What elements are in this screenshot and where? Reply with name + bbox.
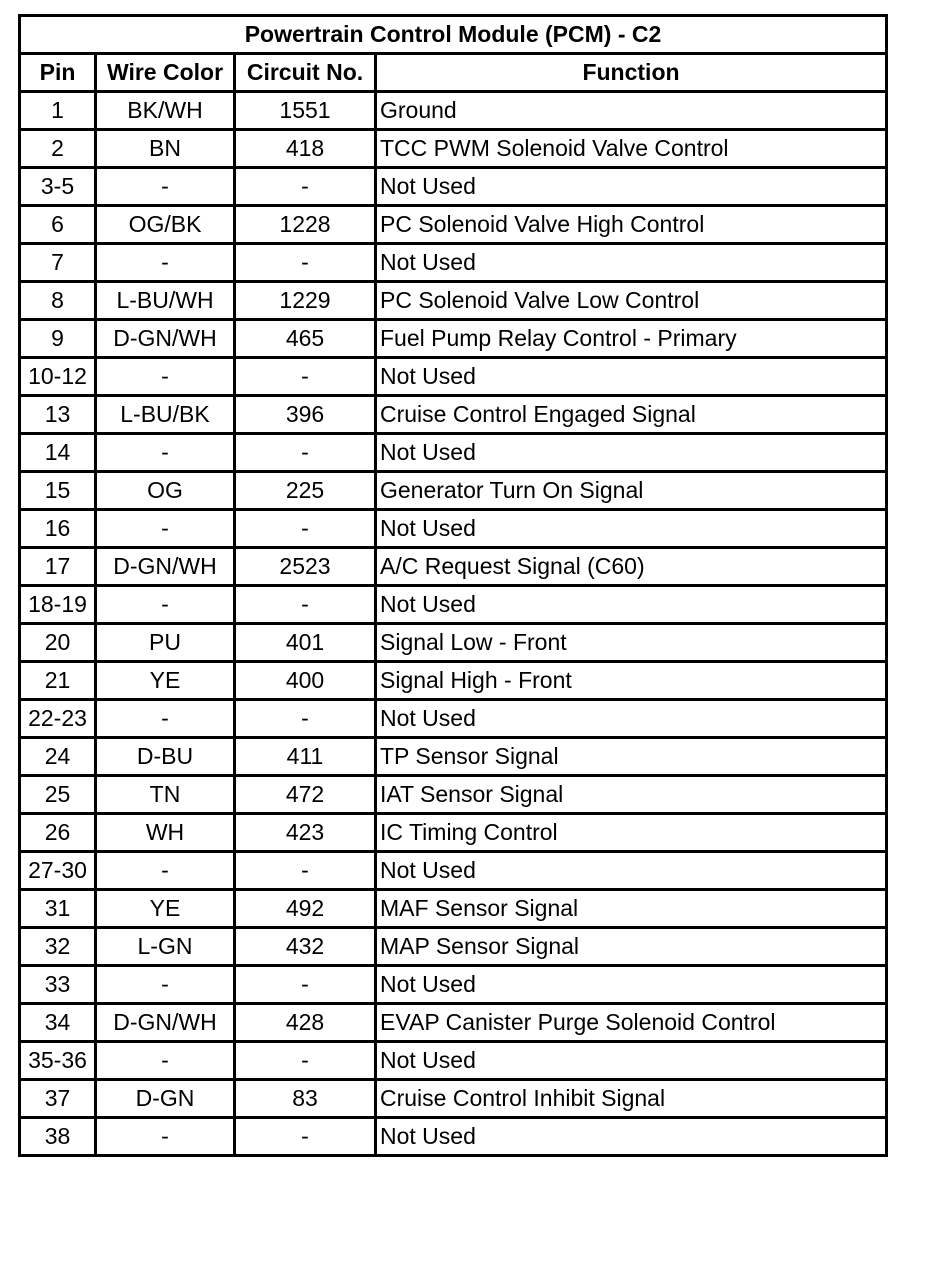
pin-cell: 16 (20, 510, 96, 548)
circuit-no-cell: 428 (235, 1004, 376, 1042)
circuit-no-cell: 465 (235, 320, 376, 358)
wire-color-cell: - (96, 1118, 235, 1156)
table-row (20, 966, 887, 1004)
function-cell: Generator Turn On Signal (376, 472, 887, 510)
function-cell: Not Used (376, 1042, 887, 1080)
table-row (20, 206, 887, 244)
pin-cell: 38 (20, 1118, 96, 1156)
pin-cell: 13 (20, 396, 96, 434)
circuit-no-cell: 492 (235, 890, 376, 928)
pin-cell: 17 (20, 548, 96, 586)
table-row (20, 358, 887, 396)
table-row (20, 852, 887, 890)
header-pin: Pin (20, 54, 96, 92)
function-cell: Signal High - Front (376, 662, 887, 700)
pin-cell: 34 (20, 1004, 96, 1042)
table-title-row (20, 16, 887, 54)
table-row (20, 168, 887, 206)
pin-cell: 26 (20, 814, 96, 852)
pin-cell: 14 (20, 434, 96, 472)
pin-cell: 32 (20, 928, 96, 966)
function-cell: Not Used (376, 168, 887, 206)
function-cell: Cruise Control Inhibit Signal (376, 1080, 887, 1118)
pin-cell: 18-19 (20, 586, 96, 624)
wire-color-cell: D-BU (96, 738, 235, 776)
wire-color-cell: YE (96, 662, 235, 700)
pin-cell: 3-5 (20, 168, 96, 206)
function-cell: Not Used (376, 966, 887, 1004)
header-function: Function (376, 54, 887, 92)
circuit-no-cell: 1228 (235, 206, 376, 244)
table-title: Powertrain Control Module (PCM) - C2 (20, 16, 887, 54)
function-cell: PC Solenoid Valve Low Control (376, 282, 887, 320)
header-circuit-no: Circuit No. (235, 54, 376, 92)
table-row (20, 700, 887, 738)
function-cell: Cruise Control Engaged Signal (376, 396, 887, 434)
pin-cell: 22-23 (20, 700, 96, 738)
function-cell: Not Used (376, 852, 887, 890)
function-cell: TCC PWM Solenoid Valve Control (376, 130, 887, 168)
table-row (20, 776, 887, 814)
function-cell: Not Used (376, 358, 887, 396)
wire-color-cell: D-GN (96, 1080, 235, 1118)
function-cell: IAT Sensor Signal (376, 776, 887, 814)
circuit-no-cell: 418 (235, 130, 376, 168)
circuit-no-cell: 401 (235, 624, 376, 662)
function-cell: PC Solenoid Valve High Control (376, 206, 887, 244)
pin-cell: 21 (20, 662, 96, 700)
circuit-no-cell: 1229 (235, 282, 376, 320)
function-cell: Fuel Pump Relay Control - Primary (376, 320, 887, 358)
pin-cell: 25 (20, 776, 96, 814)
circuit-no-cell: 472 (235, 776, 376, 814)
table-row (20, 548, 887, 586)
function-cell: Ground (376, 92, 887, 130)
circuit-no-cell: 2523 (235, 548, 376, 586)
pin-cell: 37 (20, 1080, 96, 1118)
circuit-no-cell: 396 (235, 396, 376, 434)
wire-color-cell: - (96, 1042, 235, 1080)
pin-cell: 20 (20, 624, 96, 662)
wire-color-cell: - (96, 358, 235, 396)
table-row (20, 814, 887, 852)
table-row (20, 624, 887, 662)
function-cell: EVAP Canister Purge Solenoid Control (376, 1004, 887, 1042)
circuit-no-cell: - (235, 586, 376, 624)
circuit-no-cell: - (235, 1042, 376, 1080)
wire-color-cell: PU (96, 624, 235, 662)
wire-color-cell: L-BU/WH (96, 282, 235, 320)
table-row (20, 890, 887, 928)
circuit-no-cell: - (235, 358, 376, 396)
wire-color-cell: TN (96, 776, 235, 814)
circuit-no-cell: 423 (235, 814, 376, 852)
table-row (20, 1080, 887, 1118)
wire-color-cell: D-GN/WH (96, 1004, 235, 1042)
header-wire-color: Wire Color (96, 54, 235, 92)
table-row (20, 396, 887, 434)
wire-color-cell: - (96, 434, 235, 472)
pin-cell: 27-30 (20, 852, 96, 890)
table-row (20, 282, 887, 320)
circuit-no-cell: 432 (235, 928, 376, 966)
table-row (20, 92, 887, 130)
function-cell: TP Sensor Signal (376, 738, 887, 776)
wire-color-cell: BN (96, 130, 235, 168)
table-row (20, 738, 887, 776)
function-cell: Not Used (376, 244, 887, 282)
function-cell: MAF Sensor Signal (376, 890, 887, 928)
table-row (20, 662, 887, 700)
wire-color-cell: D-GN/WH (96, 548, 235, 586)
pin-cell: 33 (20, 966, 96, 1004)
wire-color-cell: - (96, 852, 235, 890)
function-cell: Not Used (376, 510, 887, 548)
circuit-no-cell: 83 (235, 1080, 376, 1118)
function-cell: Not Used (376, 586, 887, 624)
wire-color-cell: L-GN (96, 928, 235, 966)
function-cell: MAP Sensor Signal (376, 928, 887, 966)
wire-color-cell: - (96, 168, 235, 206)
circuit-no-cell: - (235, 966, 376, 1004)
pin-cell: 9 (20, 320, 96, 358)
pin-cell: 35-36 (20, 1042, 96, 1080)
circuit-no-cell: - (235, 168, 376, 206)
pin-cell: 10-12 (20, 358, 96, 396)
circuit-no-cell: 400 (235, 662, 376, 700)
circuit-no-cell: - (235, 510, 376, 548)
pin-cell: 31 (20, 890, 96, 928)
circuit-no-cell: - (235, 1118, 376, 1156)
wire-color-cell: BK/WH (96, 92, 235, 130)
table-row (20, 1118, 887, 1156)
wire-color-cell: - (96, 244, 235, 282)
pin-cell: 7 (20, 244, 96, 282)
table-body (20, 92, 887, 1156)
wire-color-cell: YE (96, 890, 235, 928)
pin-cell: 8 (20, 282, 96, 320)
function-cell: A/C Request Signal (C60) (376, 548, 887, 586)
pin-cell: 15 (20, 472, 96, 510)
table-row (20, 434, 887, 472)
function-cell: Not Used (376, 700, 887, 738)
wire-color-cell: D-GN/WH (96, 320, 235, 358)
table-row (20, 244, 887, 282)
wire-color-cell: - (96, 510, 235, 548)
table-row (20, 928, 887, 966)
pin-cell: 24 (20, 738, 96, 776)
table-row (20, 1042, 887, 1080)
function-cell: IC Timing Control (376, 814, 887, 852)
table-header-row (20, 54, 887, 92)
table-row (20, 510, 887, 548)
function-cell: Signal Low - Front (376, 624, 887, 662)
wire-color-cell: - (96, 700, 235, 738)
circuit-no-cell: - (235, 700, 376, 738)
circuit-no-cell: 411 (235, 738, 376, 776)
wire-color-cell: - (96, 586, 235, 624)
circuit-no-cell: 225 (235, 472, 376, 510)
circuit-no-cell: - (235, 852, 376, 890)
table-row (20, 320, 887, 358)
wire-color-cell: OG/BK (96, 206, 235, 244)
table-row (20, 472, 887, 510)
table-row (20, 586, 887, 624)
circuit-no-cell: 1551 (235, 92, 376, 130)
pin-cell: 2 (20, 130, 96, 168)
table-row (20, 1004, 887, 1042)
table-row (20, 130, 887, 168)
wire-color-cell: WH (96, 814, 235, 852)
pcm-connector-table (18, 14, 888, 1157)
wire-color-cell: - (96, 966, 235, 1004)
function-cell: Not Used (376, 1118, 887, 1156)
pin-cell: 1 (20, 92, 96, 130)
pin-cell: 6 (20, 206, 96, 244)
wire-color-cell: OG (96, 472, 235, 510)
function-cell: Not Used (376, 434, 887, 472)
wire-color-cell: L-BU/BK (96, 396, 235, 434)
circuit-no-cell: - (235, 244, 376, 282)
circuit-no-cell: - (235, 434, 376, 472)
